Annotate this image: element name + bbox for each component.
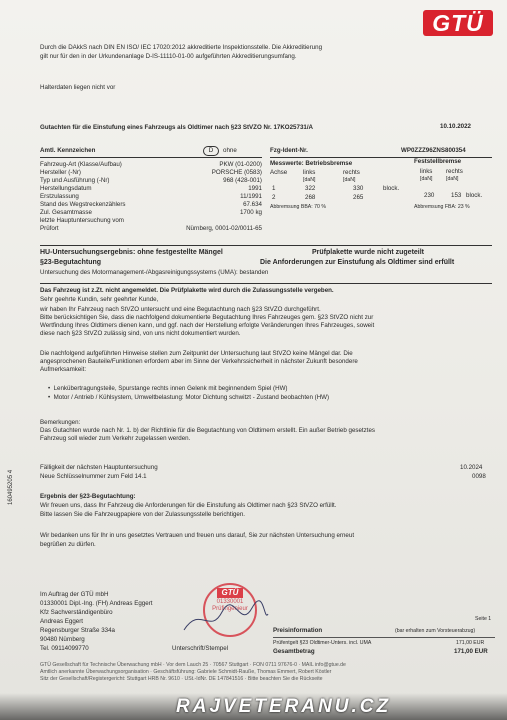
signature-line: Tel. 09114099770 [40, 645, 89, 652]
hint-item: • Motor / Antrieb / Kühlsystem, Umweltbelastung: Motor Dichtung schwitzt - Zustand beobachten (HW) [48, 394, 330, 401]
service-brake-left: 268 [305, 194, 316, 201]
closing-line: begrüßen zu dürfen. [40, 541, 96, 548]
remarks-title: Bemerkungen: [40, 419, 81, 426]
service-brake-axle: 1 [272, 185, 276, 192]
service-brake-unit: [daN] [343, 177, 356, 183]
parking-brake-left-header: links [420, 168, 433, 175]
handwritten-signature [180, 600, 270, 640]
official-stamp: GTÜ 01330001 Prüfingenieur [203, 583, 257, 637]
uma-result: Untersuchung des Motormanagement-/Abgasreinigungssystems (UMA): bestanden [40, 269, 269, 276]
vehicle-row: Erstzulassung 11/1991 [40, 193, 262, 200]
signature-line: Regensburger Straße 334a [40, 627, 115, 634]
fzg-ident-value: WP0ZZZ96ZNS800354 [401, 147, 466, 154]
greeting: Sehr geehrte Kundin, sehr geehrter Kunde, [40, 296, 159, 303]
accreditation-line-1: Durch die DAkkS nach DIN EN ISO/ IEC 17020:2012 akkreditierte Inspektionsstelle. Die Akkreditierung [40, 44, 323, 51]
remarks-line: Das Gutachten wurde nach Nr. 1. b) der Richtlinie für die Begutachtung von Oldtimern erstellt. Ein außer Betrieb gesetztes [40, 427, 375, 434]
service-brake-left: 322 [305, 185, 316, 192]
divider [273, 637, 495, 638]
hint-item: • Lenkübertragungsteile, Spurstange rechts innen Gelenk mit beginnendem Spiel (HW) [48, 385, 288, 392]
signature-line: Im Auftrag der GTÜ mbH [40, 591, 109, 598]
divider [40, 245, 492, 246]
vehicle-row: Herstellungsdatum 1991 [40, 185, 262, 192]
page-number: Seite 1 [475, 616, 492, 622]
vehicle-row: Hersteller (-Nr) PORSCHE (0583) [40, 169, 262, 176]
key-number-label: Neue Schlüsselnummer zum Feld 14.1 [40, 473, 147, 480]
fzg-ident-label: Fzg-Ident-Nr. [270, 147, 308, 154]
service-brake-note: block. [383, 185, 400, 192]
parking-brake-unit: [daN] [420, 176, 433, 182]
service-brake-title: Messwerte: Betriebsbremse [270, 160, 353, 167]
report-title: Gutachten für die Einstufung eines Fahrzeugs als Oldtimer nach §23 StVZO Nr. 17KO25731/A [40, 124, 314, 131]
paragraph-line: wir haben Ihr Fahrzeug nach StVZO untersucht und eine Begutachtung nach §23 StVZO durchgeführt. [40, 306, 321, 313]
price-item-label: Prüfentgelt §23 Oldtimer-Unters. incl. UMA [273, 640, 372, 646]
price-subtitle: (bar erhalten zum Vorsteuerabzug) [395, 628, 476, 634]
service-brake-right: 330 [353, 185, 364, 192]
service-brake-axle: 2 [272, 194, 276, 201]
begutachtung-title: §23-Begutachtung [40, 259, 102, 266]
next-hu-value: 10.2024 [460, 464, 483, 471]
key-number-value: 0098 [472, 473, 486, 480]
divider [40, 283, 492, 284]
service-brake-right: 265 [353, 194, 364, 201]
parking-brake-right: 153 [451, 192, 462, 199]
signature-stamp-label: Unterschrift/Stempel [172, 645, 229, 652]
service-brake-delay: Abbremsung BBA: 70 % [270, 204, 326, 210]
service-brake-unit: [daN] [303, 177, 316, 183]
service-brake-axle-header: Achse [270, 169, 288, 176]
divider [40, 157, 262, 158]
watermark-bar [0, 693, 507, 720]
result-line: Bitte lassen Sie die Fahrzeugpapiere von der Zulassungsstelle berichtigen. [40, 511, 245, 518]
footer-line: GTÜ Gesellschaft für Technische Überwachung mbH · Vor dem Lauch 25 · 70567 Stuttgart · FON 0711 97676-0 · MAIL info@gtue.de [40, 662, 346, 668]
paragraph-line: Aufmerksamkeit: [40, 366, 87, 373]
next-hu-label: Fälligkeit der nächsten Hauptuntersuchung [40, 464, 158, 471]
vehicle-row: Fahrzeug-Art (Klasse/Aufbau) PKW (01-0200) [40, 161, 262, 168]
kennzeichen-label: Amtl. Kennzeichen [40, 147, 96, 154]
service-brake-left-header: links [303, 169, 316, 176]
price-item-value: 171,00 EUR [456, 640, 485, 646]
vehicle-row: Stand des Wegstreckenzählers 67.634 [40, 201, 262, 208]
result-title: Ergebnis der §23-Begutachtung: [40, 493, 136, 500]
vehicle-row: letzte Hauptuntersuchung vom [40, 217, 124, 224]
result-line: Wir freuen uns, dass Ihr Fahrzeug die Anforderungen für die Einstufung als Oldtimer nach §23 StVZO erfüllt. [40, 502, 337, 509]
report-date: 10.10.2022 [440, 123, 471, 130]
footer-line: Amtlich anerkannte Überwachungsorganisation · Geschäftsführung: Gabriele Schmidt-Rauße, Thomas Emmert, Robert Köstler [40, 669, 332, 675]
paragraph-line: Bitte berücksichtigen Sie, dass die nachfolgend dokumentierte Begutachtung Ihres Fahrzeuges gem. §23 StVZO nicht zur [40, 314, 374, 321]
vehicle-row: Typ und Ausführung (-Nr) 968 (428-001) [40, 177, 262, 184]
paragraph-line: Wertfindung Ihres Oldtimers dienen kann, und ggf. nach der Herstellung erfolgte Veränderungen Ihres Fahrzeuges, soweit [40, 322, 375, 329]
price-total-value: 171,00 EUR [454, 648, 488, 655]
parking-brake-left: 230 [424, 192, 435, 199]
paragraph-line: angesprochenen Bauteile/Funktionen erfordern aber im Sinne der Verkehrssicherheit in nächster Zukunft besondere [40, 358, 358, 365]
closing-line: Wir bedanken uns für Ihr in uns gesetztes Vertrauen und freuen uns darauf, Sie zur nächsten Untersuchung erneut [40, 532, 355, 539]
side-document-number: 160495205 4 [8, 469, 14, 505]
footer-line: Sitz der Gesellschaft/Registergericht: Stuttgart HRB Nr. 9610 · USt.-IdNr. DE 147841516 · Bitte beachten Sie die Rückseite [40, 676, 323, 682]
parking-brake-title: Feststellbremse [414, 158, 462, 165]
price-total-label: Gesamtbetrag [273, 648, 315, 655]
paragraph-line: Die nachfolgend aufgeführten Hinweise stellen zum Zeitpunkt der Untersuchung laut StVZO keine Mängel dar. Die [40, 350, 353, 357]
watermark-text: RAJVETERANU.CZ [176, 696, 392, 717]
begutachtung-result: Die Anforderungen zur Einstufung als Oldtimer sind erfüllt [260, 259, 455, 266]
vehicle-row: Zul. Gesamtmasse 1700 kg [40, 209, 262, 216]
owner-note: Halterdaten liegen nicht vor [40, 84, 116, 91]
signature-line: 01330001 Dipl.-Ing. (FH) Andreas Eggert [40, 600, 153, 607]
parking-brake-delay: Abbremsung FBA: 23 % [414, 204, 470, 210]
price-title: Preisinformation [273, 627, 323, 634]
hu-result: HU-Untersuchungsergebnis: ohne festgestellte Mängel [40, 249, 223, 256]
stamp-logo: GTÜ [217, 588, 243, 598]
accreditation-line-2: gilt nur für den in der Urkundenanlage D-IS-11110-01-00 aufgeführten Akkreditierungsumfang. [40, 53, 297, 60]
kennzeichen-value: D ohne [203, 146, 237, 156]
parking-brake-unit: [daN] [446, 176, 459, 182]
hu-plakette-status: Prüfplakette wurde nicht zugeteilt [312, 249, 425, 256]
gtue-logo: GTÜ [423, 10, 493, 36]
country-badge: D [203, 146, 219, 156]
parking-brake-right-header: rechts [446, 168, 463, 175]
signature-line: Kfz Sachverständigenbüro [40, 609, 113, 616]
paragraph-line: diese nach §23 StVZO zulässig sind, von uns nicht dokumentiert wurden. [40, 330, 241, 337]
service-brake-right-header: rechts [343, 169, 360, 176]
parking-brake-note: block. [466, 192, 483, 199]
signature-line: 90480 Nürnberg [40, 636, 85, 643]
vehicle-row: Prüfort Nürnberg, 0001-02/0011-65 [40, 225, 262, 232]
registration-notice: Das Fahrzeug ist z.Zt. nicht angemeldet. Die Prüfplakette wird durch die Zulassungsstelle vergeben. [40, 287, 334, 294]
signature-line: Andreas Eggert [40, 618, 83, 625]
vehicle-data-table [40, 161, 262, 233]
remarks-line: Fahrzeug soll wieder zum Verkehr zugelassen werden. [40, 435, 191, 442]
